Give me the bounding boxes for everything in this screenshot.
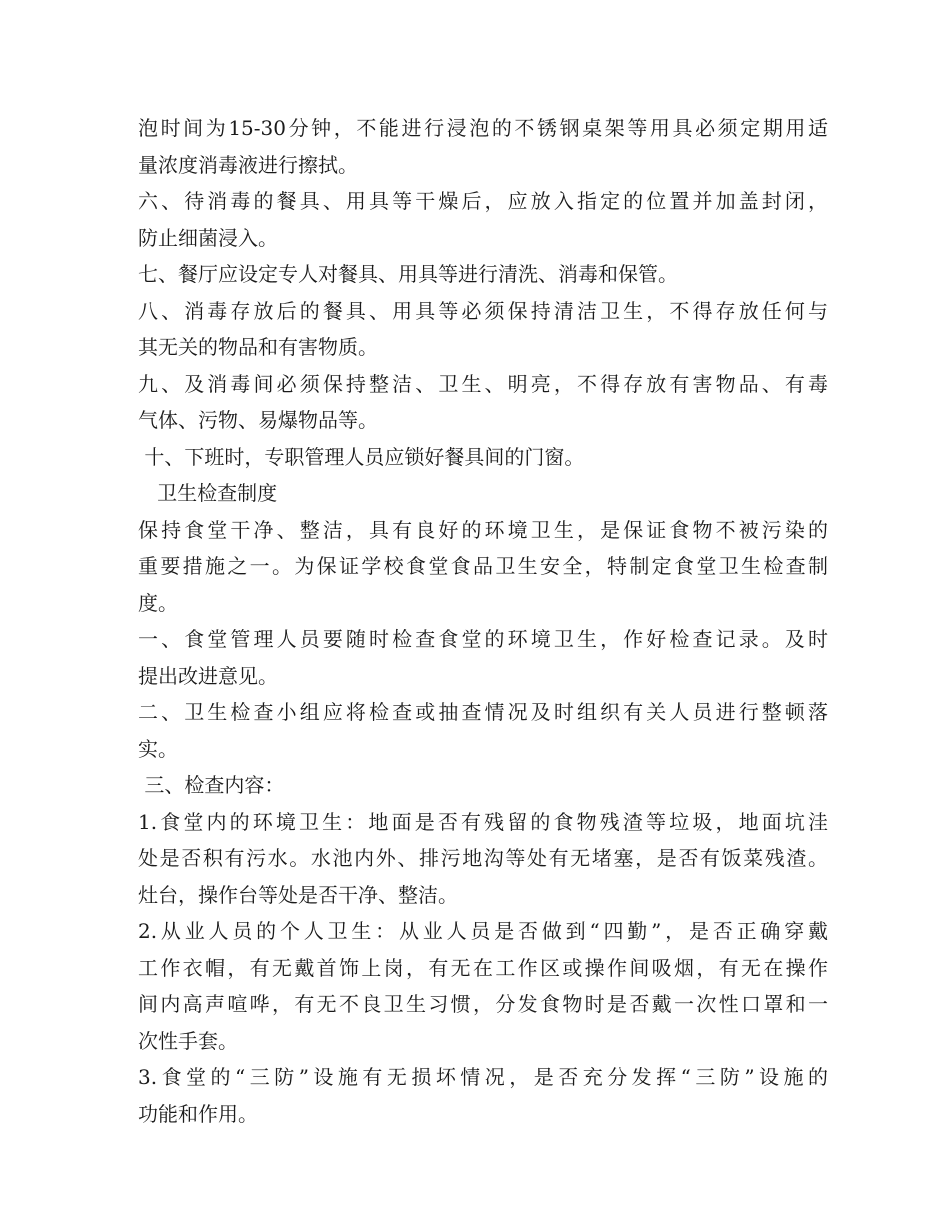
text-line: 其无关的物品和有害物质。	[138, 335, 378, 359]
text-line: 六、待消毒的餐具、用具等干燥后，应放入指定的位置并加盖封闭，	[138, 189, 828, 213]
text-line: 十、下班时，专职管理人员应锁好餐具间的门窗。	[138, 444, 585, 469]
text-line: 二、卫生检查小组应将检查或抽查情况及时组织有关人员进行整顿落	[138, 700, 828, 724]
text-line: 一、食堂管理人员要随时检查食堂的环境卫生，作好检查记录。及时	[138, 627, 828, 651]
text-line: 防止细菌浸入。	[138, 225, 278, 250]
text-line: 间内高声喧哗，有无不良卫生习惯，分发食物时是否戴一次性口罩和一	[138, 992, 828, 1016]
document-body	[138, 110, 828, 1132]
text-line: 气体、污物、易爆物品等。	[138, 408, 378, 432]
text-line: 灶台，操作台等处是否干净、整洁。	[138, 882, 458, 907]
text-line: 处是否积有污水。水池内外、排污地沟等处有无堵塞，是否有饭菜残渣。	[138, 846, 828, 870]
text-line: 九、及消毒间必须保持整洁、卫生、明亮，不得存放有害物品、有毒	[138, 371, 828, 396]
text-line: 量浓度消毒液进行擦拭。	[138, 152, 358, 177]
text-line: 实。	[138, 736, 178, 761]
text-line: 度。	[138, 590, 178, 615]
text-line: 工作衣帽，有无戴首饰上岗，有无在工作区或操作间吸烟，有无在操作	[138, 955, 828, 980]
text-line: 七、餐厅应设定专人对餐具、用具等进行清洗、消毒和保管。	[138, 262, 678, 286]
text-line: 三、检查内容：	[138, 773, 285, 797]
text-line: 1.食堂内的环境卫生：地面是否有残留的食物残渣等垃圾，地面坑洼	[138, 809, 828, 834]
text-line: 3.食堂的“三防”设施有无损坏情况，是否充分发挥“三防”设施的	[138, 1065, 828, 1089]
text-line: 功能和作用。	[138, 1101, 258, 1126]
text-line: 重要措施之一。为保证学校食堂食品卫生安全，特制定食堂卫生检查制	[138, 554, 828, 578]
text-line: 八、消毒存放后的餐具、用具等必须保持清洁卫生，不得存放任何与	[138, 298, 828, 323]
text-line: 保持食堂干净、整洁，具有良好的环境卫生，是保证食物不被污染的	[138, 517, 828, 542]
text-line: 提出改进意见。	[138, 663, 278, 688]
section-heading: 卫生检查制度	[138, 481, 278, 505]
text-line: 泡时间为15-30分钟，不能进行浸泡的不锈钢桌架等用具必须定期用适	[138, 116, 828, 140]
text-line: 2.从业人员的个人卫生：从业人员是否做到“四勤”，是否正确穿戴	[138, 919, 828, 943]
text-line: 次性手套。	[138, 1028, 238, 1053]
